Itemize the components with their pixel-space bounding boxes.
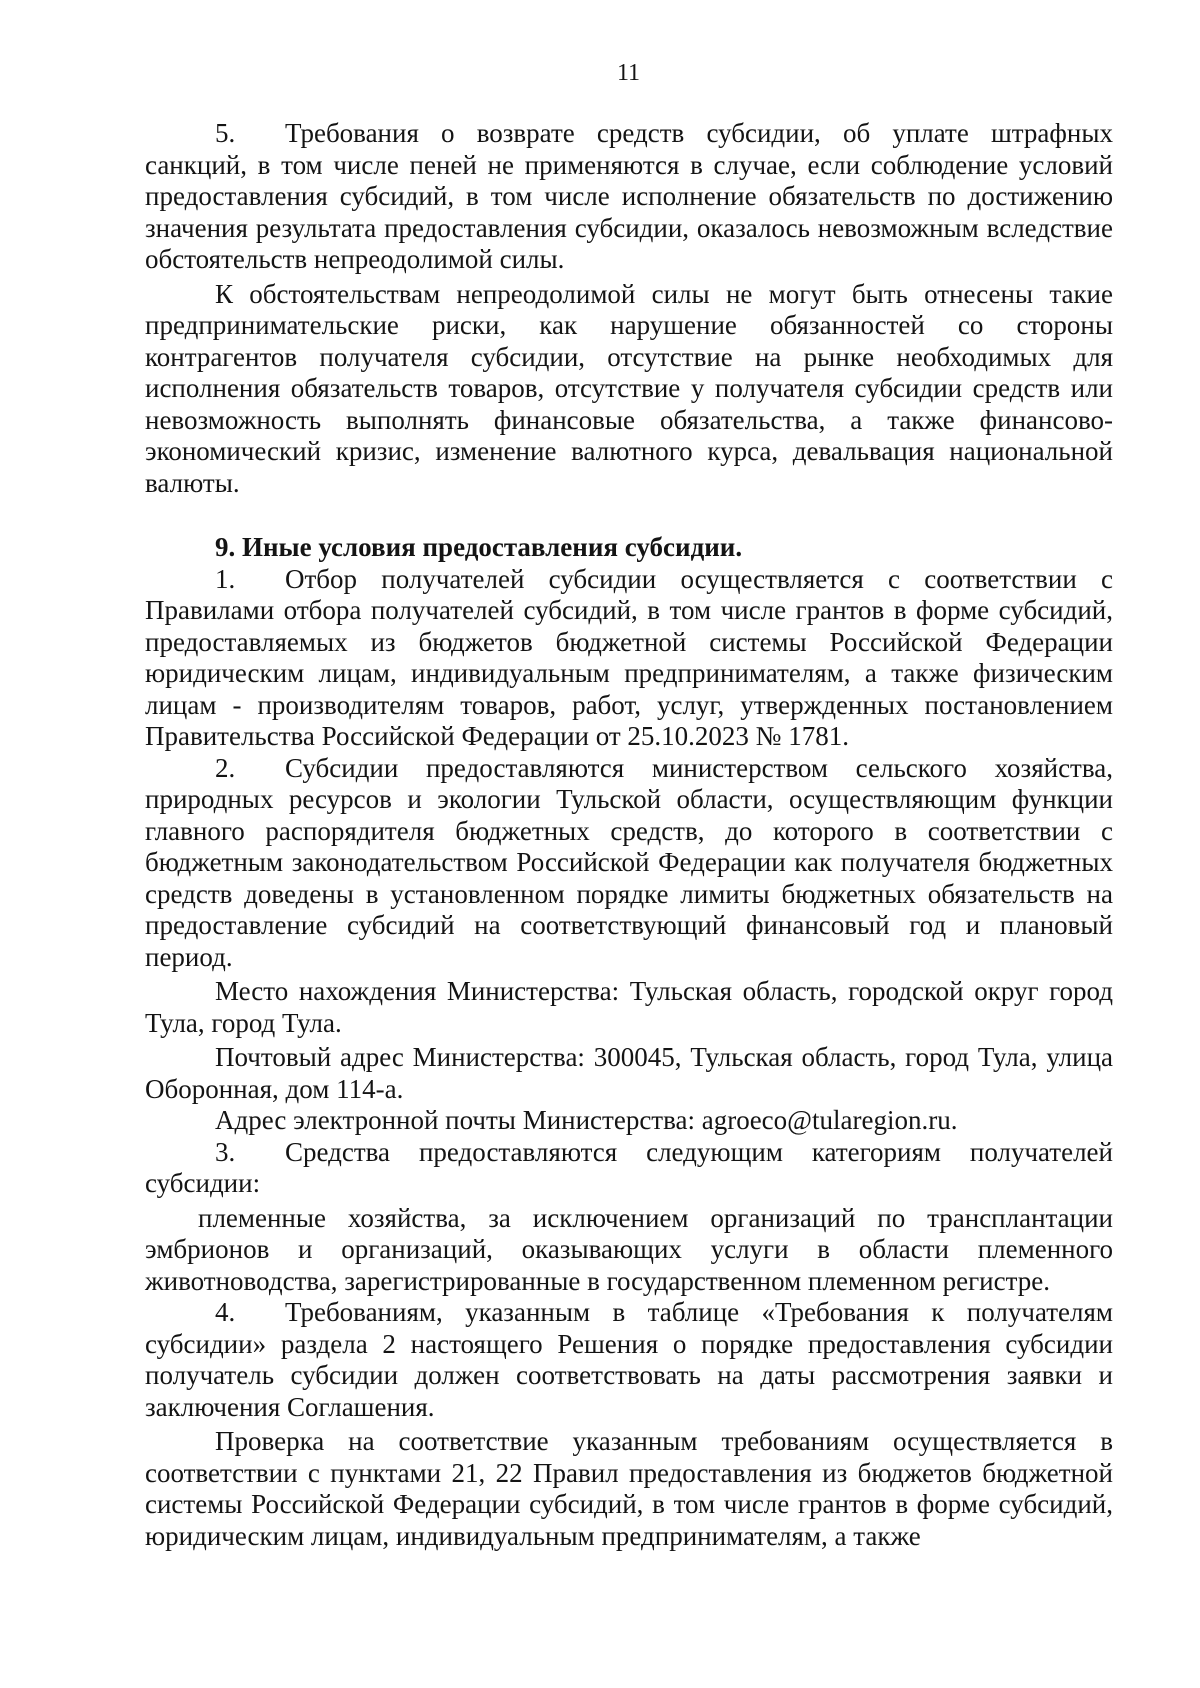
paragraph-categories: племенные хозяйства, за исключением организаций по трансплантации эмбрионов и организаций, оказывающих услуги в области племенного животноводства, зарегистрированные в государственном племенном регистре. xyxy=(145,1202,1113,1296)
paragraph-email: Адрес электронной почты Министерства: agroeco@tularegion.ru. xyxy=(215,1105,958,1135)
item-number: 4. xyxy=(215,1297,236,1327)
item-number: 2. xyxy=(215,752,236,783)
paragraph-item-1 xyxy=(145,564,1113,753)
paragraph-item-2 xyxy=(145,753,1113,974)
paragraph-postal-address: Почтовый адрес Министерства: 300045, Тульская область, город Тула, улица Оборонная, дом 114-а. xyxy=(145,1042,1113,1104)
item-number: 5. xyxy=(215,118,236,148)
item-number: 1. xyxy=(215,563,236,594)
paragraph-item-4 xyxy=(145,1297,1113,1423)
item-text: Требования о возврате средств субсидии, об уплате штрафных санкций, в том числе пеней не применяются в случае, если соблюдение условий предоставления субсидий, в том числе исполнение обязательств по достижению значения результата предоставления субсидии, оказалось невозможным вследствие обстоятельств непреодолимой силы. xyxy=(145,118,1113,274)
paragraph-item-3 xyxy=(145,1137,1113,1200)
paragraph-force-majeure: К обстоятельствам непреодолимой силы не могут быть отнесены такие предпринимательские риски, как нарушение обязанностей со стороны контрагентов получателя субсидии, отсутствие на рынке необходимых для исполнения обязательств товаров, отсутствие у получателя субсидии средств или невозможность выполнять финансовые обязательства, а также финансово-экономический кризис, изменение валютного курса, девальвация национальной валюты. xyxy=(145,278,1113,498)
paragraph-location: Место нахождения Министерства: Тульская область, городской округ город Тула, город Тула. xyxy=(145,976,1113,1038)
paragraph-verification: Проверка на соответствие указанным требованиям осуществляется в соответствии с пунктами 21, 22 Правил предоставления из бюджетов бюджетной системы Российской Федерации субсидий, в том числе грантов в форме субсидий, юридическим лицам, индивидуальным предпринимателям, а также xyxy=(145,1426,1113,1551)
paragraph-item-5 xyxy=(145,118,1113,276)
item-number: 3. xyxy=(215,1136,236,1167)
item-text: Требованиям, указанным в таблице «Требования к получателям субсидии» раздела 2 настоящего Решения о порядке предоставления субсидии получатель субсидии должен соответствовать на даты рассмотрения заявки и заключения Соглашения. xyxy=(145,1297,1113,1422)
section-heading: 9. Иные условия предоставления субсидии. xyxy=(215,532,743,562)
document-body xyxy=(145,118,1113,1552)
page-number: 11 xyxy=(616,60,641,86)
item-text: Средства предоставляются следующим категориям получателей субсидии: xyxy=(145,1136,1113,1198)
item-text: Отбор получателей субсидии осуществляется с соответствии с Правилами отбора получателей субсидий, в том числе грантов в форме субсидий, предоставляемых из бюджетов бюджетной системы Российской Федерации юридическим лицам, индивидуальным предпринимателям, а также физическим лицам - производителям товаров, работ, услуг, утвержденных постановлением Правительства Российской Федерации от 25.10.2023 № 1781. xyxy=(145,563,1113,751)
item-text: Субсидии предоставляются министерством сельского хозяйства, природных ресурсов и экологии Тульской области, осуществляющим функции главного распорядителя бюджетных средств, до которого в соответствии с бюджетным законодательством Российской Федерации как получателя бюджетных средств доведены в установленном порядке лимиты бюджетных обязательств на предоставление субсидий на соответствующий финансовый год и плановый период. xyxy=(145,752,1113,972)
